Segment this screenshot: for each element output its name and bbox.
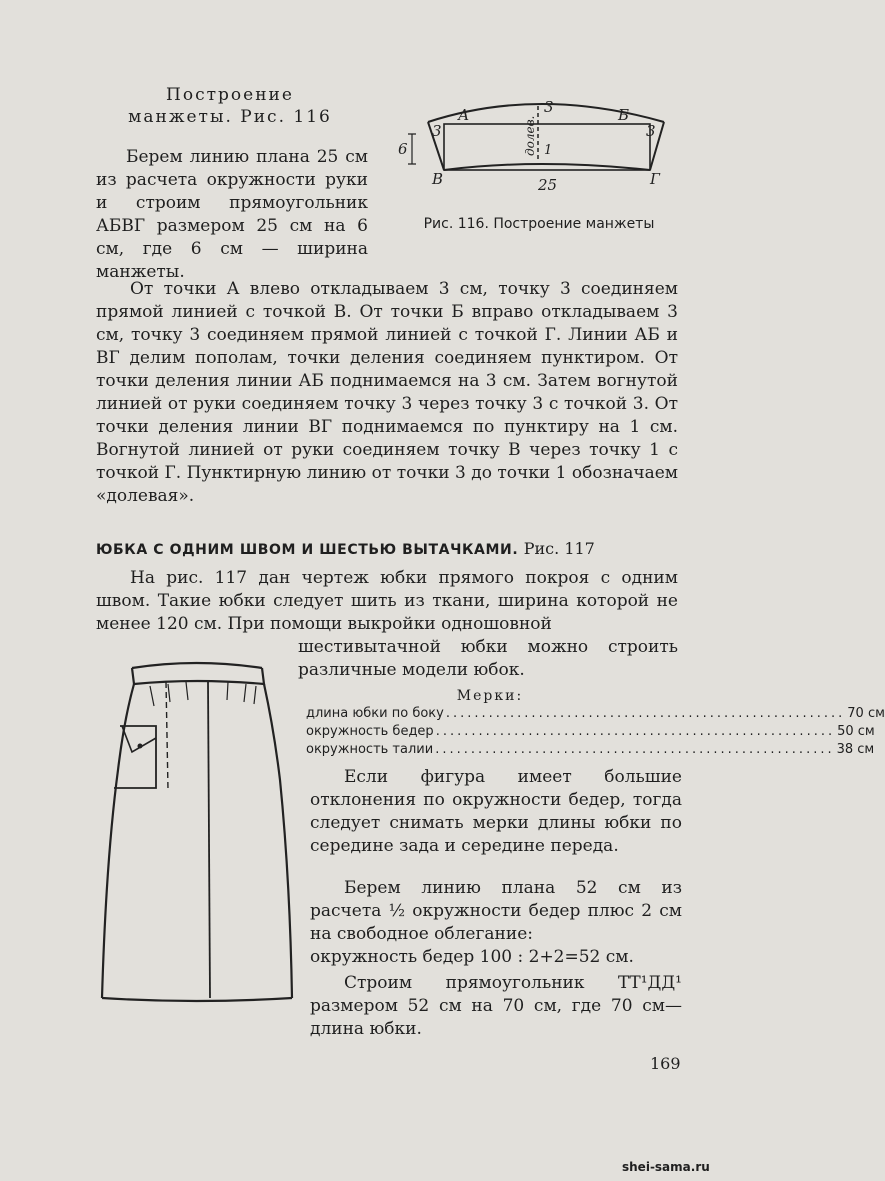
skirt-title-text: ЮБКА С ОДНИМ ШВОМ И ШЕСТЬЮ ВЫТАЧКАМИ.	[96, 542, 519, 558]
section-heading	[110, 84, 350, 128]
heading-line-1: Построение	[166, 85, 294, 105]
waistband	[132, 668, 264, 684]
label-grain: долев.	[523, 115, 537, 156]
measure-row: окружность талии ........................................................ 38 см	[306, 742, 875, 757]
skirt-drawing	[96, 660, 296, 1012]
label-3-top: 3	[544, 98, 554, 116]
label-b: Б	[618, 106, 630, 124]
skirt-left-side	[102, 684, 134, 998]
measure-row: длина юбки по боку ........................................................ 70 см	[306, 706, 885, 721]
side-dashed	[166, 682, 168, 790]
skirt-paragraph-3: Берем линию плана 52 см из расчета ½ окружности бедер плюс 2 см на свободное облегание:	[310, 878, 682, 944]
skirt-paragraph-1-cont: шестивытачной юбки можно строить различные модели юбок.	[298, 637, 678, 680]
label-3-left: 3	[432, 122, 442, 140]
waistband-top	[132, 663, 262, 668]
skirt-hem	[102, 998, 292, 1001]
cuff-paragraph: От точки А влево откладываем 3 см, точку 3 соединяем прямой линией с точкой В. От точки Б вправо откладываем 3 см, точку 3 соединяем прямой линией с точкой Г. Линии АБ и ВГ делим пополам, точки деления соединяем пунктиром. От точки деления линии АБ поднимаемся на 3 см. Затем вогнутой линией от руки соединяем точку 3 через точку 3 с точкой 3. От точки деления линии ВГ поднимаемся по пунктиру на 1 см. Вогнутой линией от руки соединяем точку В через точку 1 с точкой Г. Пунктирную линию от точки 3 до точки 1 обозначаем «долевая».	[96, 279, 678, 506]
figure-116-caption: Рис. 116. Построение манжеты	[423, 216, 655, 232]
skirt-paragraph-2: Если фигура имеет большие отклонения по окружности бедер, тогда следует снимать мерки длины юбки по середине зада и середине переда.	[310, 767, 682, 856]
skirt-paragraph-4: Строим прямоугольник ТТ¹ДД¹ размером 52 см на 70 см, где 70 см— длина юбки.	[310, 973, 682, 1039]
pocket-button	[138, 744, 143, 749]
measures-title: Мерки:	[456, 688, 524, 704]
label-g: Г	[650, 170, 660, 188]
label-width: 25	[538, 176, 558, 194]
cuff-bottom-curve	[444, 164, 650, 170]
skirt-title-figref: Рис. 117	[523, 539, 595, 558]
label-v: В	[432, 170, 444, 188]
label-a: А	[458, 106, 470, 124]
label-3-right: 3	[646, 122, 656, 140]
center-seam	[208, 682, 210, 998]
skirt-section-title	[96, 539, 678, 558]
page-number: 169	[650, 1054, 681, 1073]
hip-formula: окружность бедер 100 : 2+2=52 см.	[310, 947, 634, 967]
measure-row: окружность бедер ........................................................ 50 см	[306, 724, 875, 739]
heading-line-2: манжеты. Рис. 116	[128, 107, 332, 127]
measures-list	[306, 706, 885, 760]
skirt-right-side	[264, 684, 292, 998]
label-1: 1	[544, 143, 553, 158]
site-watermark: shei-sama.ru	[622, 1160, 710, 1174]
cuff-construction-figure	[398, 90, 680, 200]
skirt-paragraph-1: На рис. 117 дан чертеж юбки прямого покроя с одним швом. Такие юбки следует шить из ткани, ширина которой не менее 120 см. При помощи выкройки одношовной	[96, 568, 678, 634]
label-height: 6	[398, 140, 408, 158]
intro-paragraph: Берем линию плана 25 см из расчета окружности руки и строим прямоугольник АБВГ размером 25 см на 6 см, где 6 см — ширина манжеты.	[96, 147, 368, 282]
